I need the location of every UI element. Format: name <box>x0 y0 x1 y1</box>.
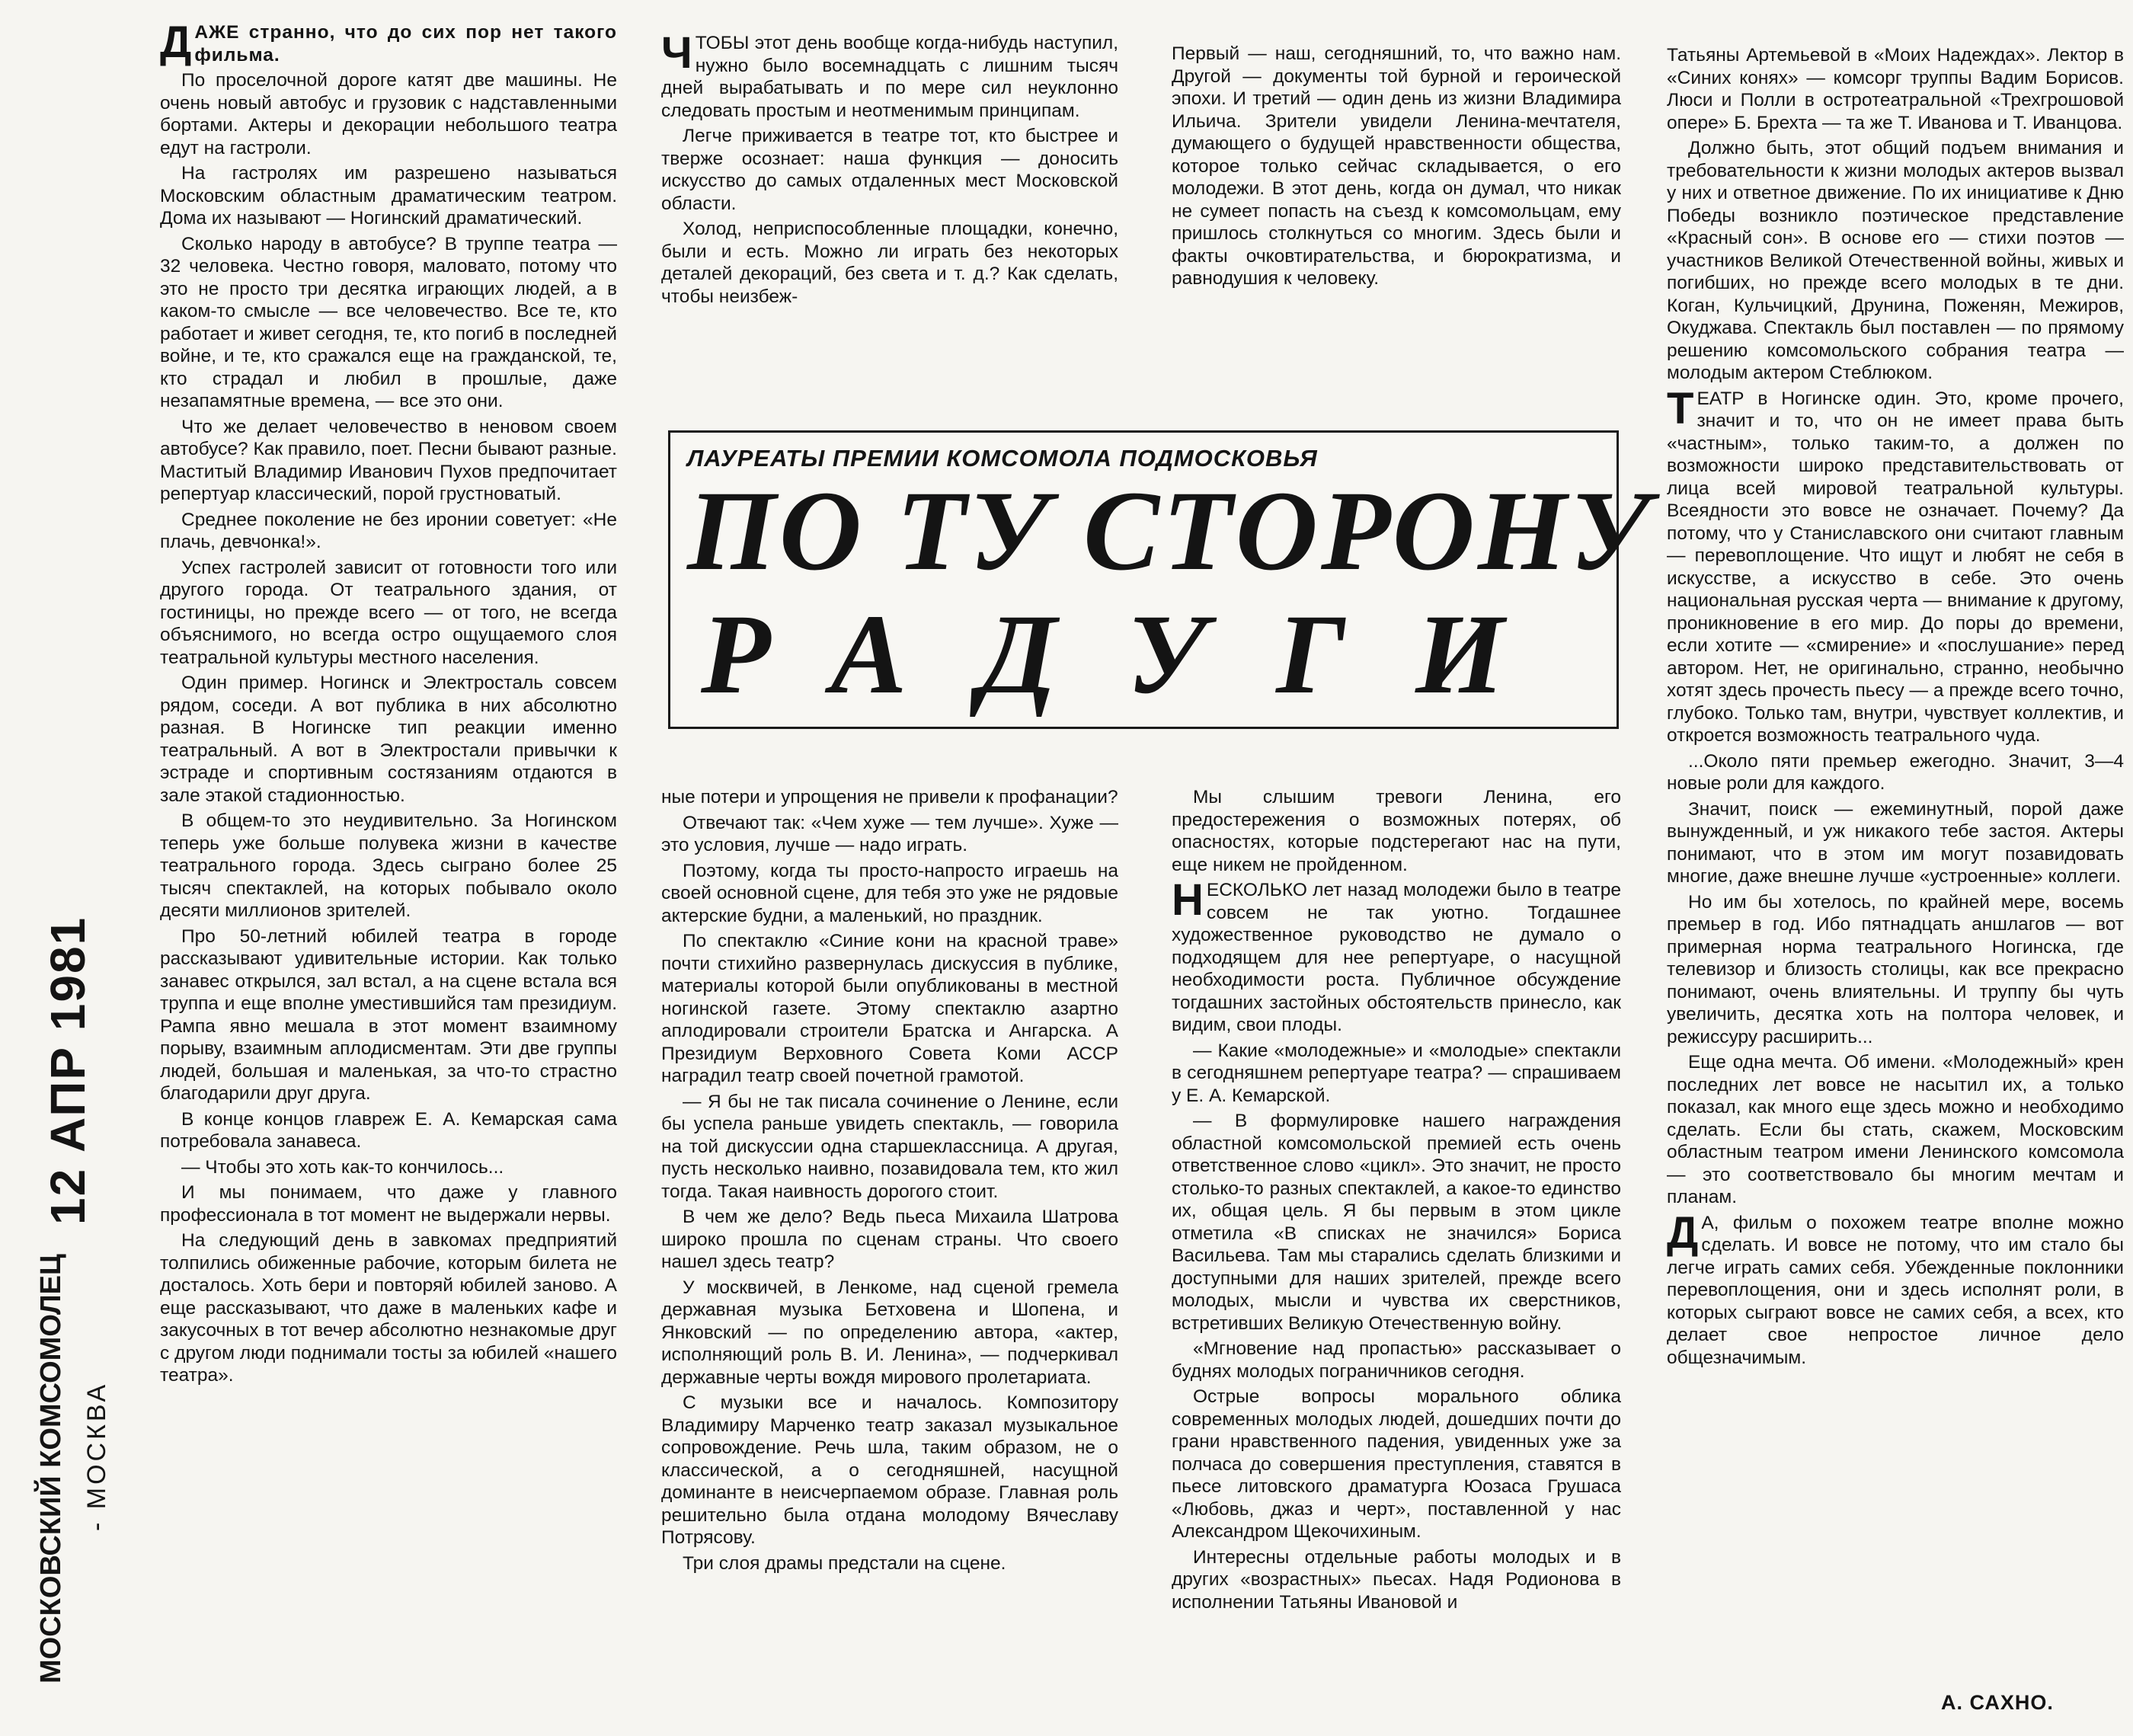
paragraph: По спектаклю «Синие кони на красной траве» почти стихийно развернулась дискуссия в публике, материалы которой были опубликованы в местной ногинской газете. Этому спектаклю азартно аплодировали строители Братска и Ангарска. А Президиум Верховного Совета Коми АССР наградил театр своей почетной грамотой. <box>661 931 1118 1086</box>
paragraph: На следующий день в завкомах предприятий толпились обиженные рабочие, которым билета не досталось. Хоть бери и повторяй юбилей заново. А еще рассказывают, что даже в маленьких кафе и закусочных в тот вечер абсолютно незнакомые друг с другом люди поднимали тосты за юбилей «нашего театра». <box>160 1230 617 1386</box>
paragraph-list <box>1667 44 2124 385</box>
paragraph: Первый — наш, сегодняшний, то, что важно нам. Другой — документы той бурной и героической эпохи. И третий — один день из жизни Владимира Ильича. Зрители увидели Ленина-мечтателя, думающего о будущей нравственности общества, которое только сейчас складывается, о его молодежи. В этот день, когда он думал, что никак не сумеет попасть на съезд к комсомольцам, ему пришлось столкнуться со многим. Здесь были и факты очковтирательства, и бюрократизма, и равнодушия к человеку. <box>1172 43 1621 289</box>
paragraph: Успех гастролей зависит от готовности того или другого города. От театрального здания, от гостиницы, но прежде всего — от того, не всегда объяснимого, но всегда остро ощущаемого слоя театральной культуры местного населения. <box>160 557 617 668</box>
paragraph: Отвечают так: «Чем хуже — тем лучше». Хуже — это условия, лучше — надо играть. <box>661 812 1118 855</box>
date-stamp: 12 АПР 1981 <box>40 916 95 1225</box>
paragraph: ные потери и упрощения не привели к профанации? <box>661 787 1118 807</box>
paragraph: Татьяны Артемьевой в «Моих Надеждах». Лектор в «Синих конях» — комсорг труппы Вадим Борисов. Люси и Полли в остротеатральной «Трехгрошовой опере» Б. Брехта — та же Т. Иванова и Т. Иванцова. <box>1667 45 2124 133</box>
paragraph: В конце концов главреж Е. А. Кемарская сама потребовала занавеса. <box>160 1108 617 1152</box>
author-signature: А. САХНО. <box>1941 1691 2054 1714</box>
paragraph: Про 50-летний юбилей театра в городе рассказывают удивительные истории. Как только занавес открылся, зал встал, а на сцене встала вся труппа и еще вполне уместившийся там президиум. Рампа явно мешала в этот момент взаимному порыву, взаимным аплодисментам. Эти две группы людей, большая и маленькая, за что-то страстно благодарили друг друга. <box>160 926 617 1104</box>
article-column-3-bottom <box>1172 786 1621 1725</box>
paragraph: Холод, неприспособленные площадки, конечно, были и есть. Можно ли играть без некоторых деталей декораций, без света и т. д.? Как сделать, чтобы неизбеж- <box>661 219 1118 307</box>
paragraph-list <box>1172 786 1621 876</box>
paragraph: — Какие «молодежные» и «молодые» спектакли в сегодняшнем репертуаре театра? — спрашиваем у Е. А. Кемарской. <box>1172 1040 1621 1106</box>
paragraph: Сколько народу в автобусе? В труппе театра — 32 человека. Честно говоря, маловато, потому что это не просто три десятка играющих людей, а в каком-то смысле — все человечество. Все те, кто работает и живет сегодня, те, кто погиб в последней войне, и те, кто сражался еще на гражданской, те, кто страдал и любил в прошлые, даже незапамятные времена, — все это они. <box>160 233 617 411</box>
paragraph: Легче приживается в театре тот, кто быстрее и тверже осознает: наша функция — доносить искусство до самых отдаленных мест Московской области. <box>661 126 1118 214</box>
paragraph: Один пример. Ногинск и Электросталь совсем рядом, соседи. А вот публика в них абсолютно разная. В Ногинске тип реакции именно театральный. А вот в Электростали привычки к эстраде и спортивным состязаниям отдаются в зале этакой стадионностью. <box>160 673 617 806</box>
paragraph: ...Около пяти премьер ежегодно. Значит, 3—4 новые роли для каждого. <box>1667 750 2124 794</box>
paragraph: Поэтому, когда ты просто-напросто играешь на своей основной сцене, для тебя это уже не рядовые актерские будни, а маленький, но праздник. <box>661 860 1118 926</box>
lead-paragraph: ЧТОБЫ этот день вообще когда-нибудь наступил, нужно было восемнадцать с лишним тысяч дней вырабатывать и по мере сил неуклонно следовать простым и неотменимым принципам. <box>661 32 1118 121</box>
paragraph-list <box>661 125 1118 308</box>
paragraph: На гастролях им разрешено называться Московским областным драматическим театром. Дома их называют — Ногинский драматический. <box>160 163 617 229</box>
drop-cap: Д <box>1667 1207 1699 1258</box>
headline-line-2: РАДУГИ <box>701 591 1575 718</box>
drop-cap: Ч <box>661 32 692 78</box>
headline-line-1: ПО ТУ СТОРОНУ <box>687 468 1653 594</box>
headline-box <box>668 430 1653 729</box>
paragraph: В общем-то это неудивительно. За Ногинском теперь уже больше полувека жизни в качестве театрального города. Здесь сыграно более 25 тысяч спектаклей, на которых побывало около десяти миллионов зрителей. <box>160 810 617 921</box>
paragraph: Должно быть, этот общий подъем внимания и требовательности к жизни молодых актеров вызвал у них и ответное движение. По их инициативе к Дню Победы возникло поэтическое представление «Красный сон». В основе его — стихи поэтов — участников Великой Отечественной войны, живых и погибших, но прежде всего молодых в те дни. Коган, Кульчицкий, Друнина, Поженян, Межиров, Окуджава. Спектакль был поставлен — по прямому решению комсомольского собрания театра — молодым актером Стеблюком. <box>1667 138 2124 383</box>
paragraph: — В формулировке нашего награждения областной комсомольской премией есть очень ответственное слово «цикл». Это значит, не просто столько-то разных спектаклей, а какое-то единство их, общая цель. Я бы первым в этом цикле отметила «В списках не значился» Бориса Васильева. Там мы старались сделать близкими и доступными для наших зрителей, прежде всего молодых, мысли и чувства их сверстников, встретивших Великую Отечественную войну. <box>1172 1111 1621 1334</box>
section-lead-paragraph: ТЕАТР в Ногинске один. Это, кроме прочего, значит и то, что он не имеет права быть «частным», только таким-то, а должен по возможности широко представительствовать от лица всей мировой театральной культуры. Всеядности это вовсе не означает. Почему? Да потому, что у Станиславского они считают главным — перевоплощение. Что ищут и любят не себя в искусстве, а искусство в себе. Это очень национальная русская черта — внимание к другому, проникновение в его мир. До поры до времени, если хотите — «смирение» и «послушание» перед автором. Нет, не оригинально, странно, необычно хотят здесь прочесть пьесу — а прежде всего точно, глубоко. Только там, внутри, чувствует коллектив, и откроется возможность театрального чуда. <box>1667 383 2124 746</box>
lead-paragraph: НЕСКОЛЬКО лет назад молодежи было в театре совсем не так уютно. Тогдашнее художественное руководство не думало о подходящем для нее репертуаре, о насущной необходимости роста. Публичное обсуждение тогдашних застойных обстоятельств принесло, как видим, свои плоды. <box>1172 875 1621 1035</box>
paragraph: Острые вопросы морального облика современных молодых людей, дошедших почти до грани нравственного падения, увиденных уже за полчаса до совершения преступления, ставятся в пьесе литовского драматурга Юозаса Грушаса «Любовь, джаз и черт», поставленной у нас Александром Щекочихиным. <box>1172 1386 1621 1542</box>
kicker-line: ЛАУРЕАТЫ ПРЕМИИ КОМСОМОЛА ПОДМОСКОВЬЯ <box>687 445 1318 472</box>
paragraph: Значит, поиск — ежеминутный, порой даже вынужденный, и уж никакого тебе застоя. Актеры понимают, что в этом им могут позавидовать многие, даже внешне лучше «устроенные» коллеги. <box>1667 798 2124 887</box>
drop-cap: Д <box>160 21 192 67</box>
paragraph: — Чтобы это хоть как-то кончилось... <box>181 1156 504 1178</box>
paragraph: Среднее поколение не без иронии советует: «Не плачь, девчонка!». <box>160 509 617 552</box>
paragraph-list <box>1667 750 2124 1209</box>
paragraph: Три слоя драмы предстали на сцене. <box>683 1552 1006 1574</box>
paragraph-list <box>160 69 617 1387</box>
article-column-1 <box>160 21 617 1728</box>
paragraph-list <box>1172 43 1621 290</box>
closing-lead-paragraph: Д А, фильм о похожем театре вполне можно сделать. И вовсе не потому, что им стало бы легче играть самих себя. Убежденные поклонники перевоплощения, они и здесь исполнят роли, в которых сыграют вовсе не самих себя, а всех, кто делает свое непростое личное дело общезначимым. <box>1667 1207 2124 1368</box>
paragraph: Что же делает человечество в неновом своем автобусе? Как правило, поет. Песни бывают разные. Маститый Владимир Иванович Пухов предпочитает репертуар классический, порой грустноватый. <box>160 416 617 504</box>
paragraph: Интересны отдельные работы молодых и в других «возрастных» пьесах. Надя Родионова в исполнении Татьяны Ивановой и <box>1172 1546 1621 1613</box>
paragraph: У москвичей, в Ленкоме, над сценой гремела державная музыка Бетховена и Шопена, и Янковский — по определению автора, «актер, исполняющий роль В. И. Ленина», — подчеркивал державные черты вождя мирового пролетариата. <box>661 1277 1118 1388</box>
paragraph: Мы слышим тревоги Ленина, его предостережения о возможных потерях, об опасностях, которые подстерегают нас на пути, еще никем не пройденном. <box>1172 787 1621 875</box>
paragraph-list <box>1172 1040 1621 1614</box>
article-column-4 <box>1667 44 2124 1735</box>
paragraph-list <box>661 786 1118 1575</box>
paragraph: «Мгновение над пропастью» рассказывает о буднях молодых пограничников сегодня. <box>1172 1338 1621 1382</box>
newspaper-name-stamp: МОСКОВСКИЙ КОМСОМОЛЕЦ <box>35 1254 67 1683</box>
paragraph: — Я бы не так писала сочинение о Ленине, если бы успела раньше увидеть спектакль, — говорила на той дискуссии одна старшеклассница. А другая, пусть несколько наивно, позавидовала тем, кто жил тогда. Такая наивность дорогого стоит. <box>661 1091 1118 1202</box>
paragraph: И мы понимаем, что даже у главного профессионала в тот момент не выдержали нервы. <box>160 1182 617 1226</box>
drop-cap: Т <box>1667 383 1694 433</box>
lead-paragraph: ДАЖЕ странно, что до сих пор нет такого фильма. <box>160 21 617 67</box>
drop-cap: Н <box>1172 875 1204 925</box>
city-stamp: - МОСКВА <box>82 1381 111 1531</box>
paragraph: По проселочной дороге катят две машины. Не очень новый автобус и грузовик с надставленными бортами. Актеры и декорации небольшого театра едут на гастроли. <box>160 70 617 158</box>
article-column-2-bottom <box>661 786 1118 1725</box>
paragraph: Но им бы хотелось, по крайней мере, восемь премьер в год. Ибо пятнадцать аншлагов — вот примерная норма театрального Ногинска, где телевизор и близость столицы, как все прекрасно понимают, очень влиятельны. И труппу бы чуть увеличить, десятка хоть на полтора человек, и режиссуру расширить... <box>1667 891 2124 1047</box>
paragraph: Еще одна мечта. Об имени. «Молодежный» крен последних лет вовсе не насытил их, а только показал, как много еще здесь можно и необходимо сделать. Если бы стать, скажем, Московским областным театром имени Ленинского комсомола — это соответствовало бы многим мечтам и планам. <box>1667 1052 2124 1207</box>
paragraph: В чем же дело? Ведь пьеса Михаила Шатрова широко прошла по сценам страны. Что своего нашел здесь театр? <box>661 1207 1118 1272</box>
paragraph: С музыки все и началось. Композитору Владимиру Марченко театр заказал музыкальное сопровождение. Речь шла, таким образом, не о классической, а о сегодняшней, насущной доминанте в неисчерпаемом образе. Главная роль решительно была отдана молодому Вячеславу Потрясову. <box>661 1392 1118 1548</box>
